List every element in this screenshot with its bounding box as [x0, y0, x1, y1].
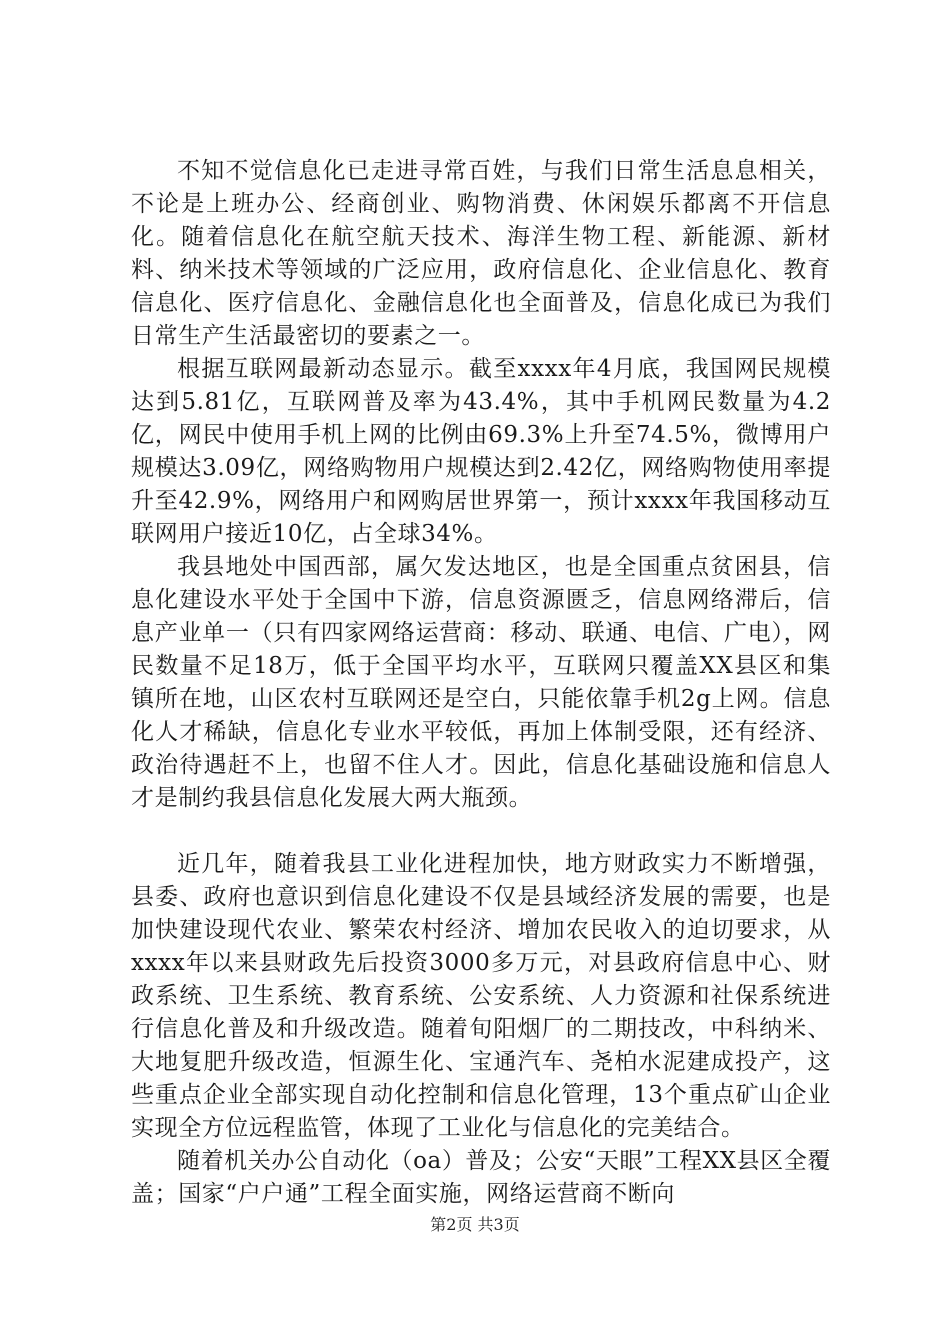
- paragraph-4: 近几年，随着我县工业化进程加快，地方财政实力不断增强，县委、政府也意识到信息化建设不仅是县域经济发展的需要，也是加快建设现代农业、繁荣农村经济、增加农民收入的迫切要求，从xxxx年以来县财政先后投资3000多万元，对县政府信息中心、财政系统、卫生系统、教育系统、公安系统、人力资源和社保系统进行信息化普及和升级改造。随着旬阳烟厂的二期技改，中科纳米、大地复肥升级改造，恒源生化、宝通汽车、尧柏水泥建成投产，这些重点企业全部实现自动化控制和信息化管理，13个重点矿山企业实现全方位远程监管，体现了工业化与信息化的完美结合。: [131, 851, 831, 1141]
- paragraph-2: 根据互联网最新动态显示。截至xxxx年4月底，我国网民规模达到5.81亿，互联网普及率为43.4%，其中手机网民数量为4.2亿，网民中使用手机上网的比例由69.3%上升至74.5%，微博用户规模达3.09亿，网络购物用户规模达到2.42亿，网络购物使用率提升至42.9%，网络用户和网购居世界第一，预计xxxx年我国移动互联网用户接近10亿，占全球34%。: [131, 356, 831, 547]
- document-body: [131, 155, 831, 1211]
- paragraph-3: 我县地处中国西部，属欠发达地区，也是全国重点贫困县，信息化建设水平处于全国中下游，信息资源匮乏，信息网络滞后，信息产业单一（只有四家网络运营商：移动、联通、电信、广电），网民数量不足18万，低于全国平均水平，互联网只覆盖XX县区和集镇所在地，山区农村互联网还是空白，只能依靠手机2g上网。信息化人才稀缺，信息化专业水平较低，再加上体制受限，还有经济、政治待遇赶不上，也留不住人才。因此，信息化基础设施和信息人才是制约我县信息化发展大两大瓶颈。: [131, 554, 831, 811]
- page-footer: 第2页 共3页: [430, 1215, 520, 1234]
- paragraph-1: 不知不觉信息化已走进寻常百姓，与我们日常生活息息相关，不论是上班办公、经商创业、购物消费、休闲娱乐都离不开信息化。随着信息化在航空航天技术、海洋生物工程、新能源、新材料、纳米技术等领域的广泛应用，政府信息化、企业信息化、教育信息化、医疗信息化、金融信息化也全面普及，信息化成已为我们日常生产生活最密切的要素之一。: [131, 158, 831, 349]
- paragraph-gap: [131, 815, 831, 848]
- paragraph-5: 随着机关办公自动化（oa）普及；公安“天眼”工程XX县区全覆盖；国家“户户通”工程全面实施，网络运营商不断向: [131, 1148, 831, 1207]
